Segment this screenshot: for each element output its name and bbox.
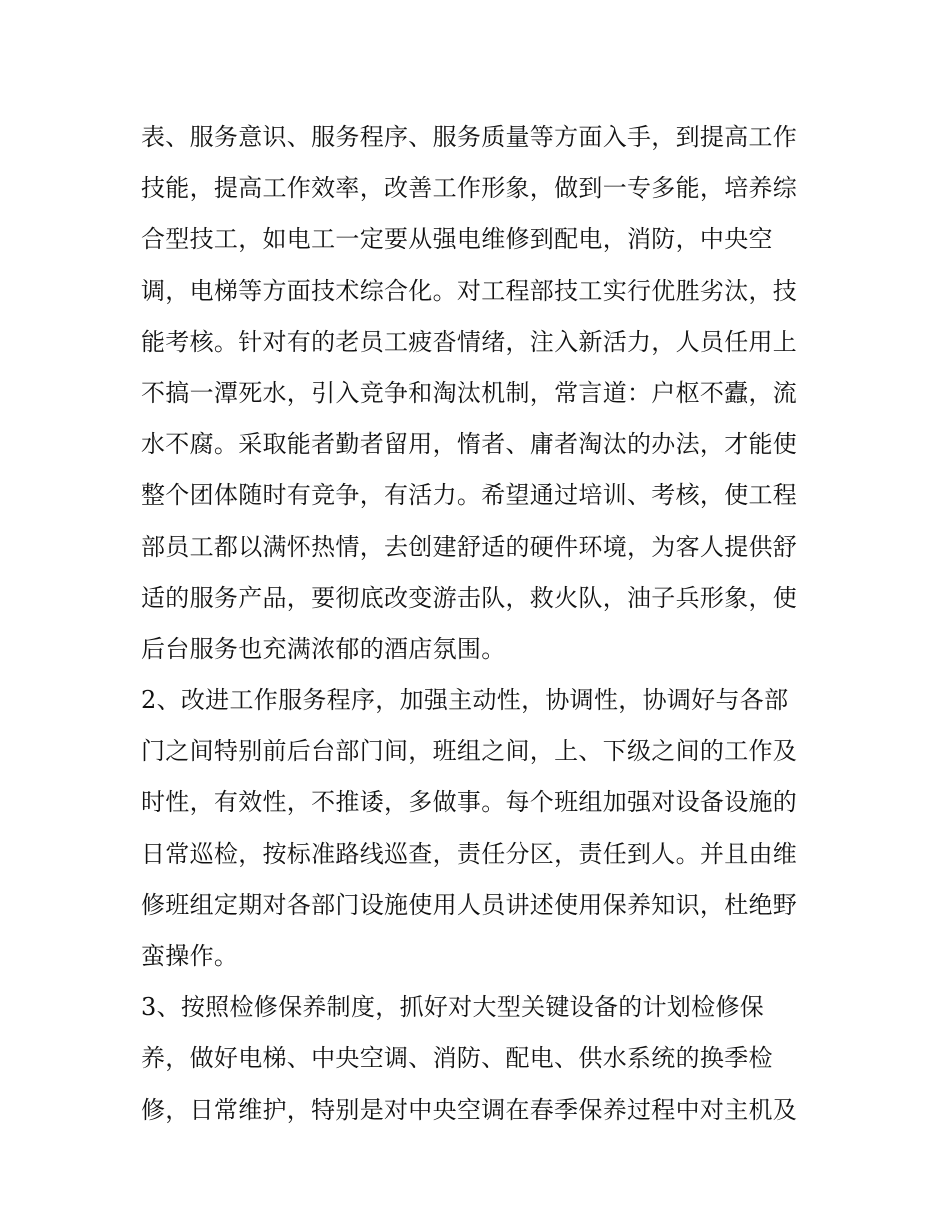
text-line: 水不腐。采取能者勤者留用，惰者、庸者淘汰的办法，才能使 xyxy=(141,430,798,459)
text-line: 修班组定期对各部门设施使用人员讲述使用保养知识，杜绝野 xyxy=(141,890,798,919)
body-text xyxy=(141,112,821,1136)
text-line: 合型技工，如电工一定要从强电维修到配电，消防，中央空 xyxy=(141,225,773,254)
text-line: 修，日常维护，特别是对中央空调在春季保养过程中对主机及 xyxy=(141,1095,798,1124)
text-line: 蛮操作。 xyxy=(141,942,239,970)
text-line: 后台服务也充满浓郁的酒店氛围。 xyxy=(141,634,506,663)
text-line: 部员工都以满怀热情，去创建舒适的硬件环境，为客人提供舒 xyxy=(141,532,798,561)
text-line: 表、服务意识、服务程序、服务质量等方面入手，到提高工作 xyxy=(141,123,798,151)
text-line: 不搞一潭死水，引入竞争和淘汰机制，常言道：户枢不蠹，流 xyxy=(141,378,798,407)
text-line: 能考核。针对有的老员工疲沓情绪，注入新活力，人员任用上 xyxy=(141,327,798,356)
text-line: 日常巡检，按标准路线巡查，责任分区，责任到人。并且由维 xyxy=(141,839,798,868)
text-line: 3、按照检修保养制度，抓好对大型关键设备的计划检修保 xyxy=(141,993,765,1022)
text-line: 整个团体随时有竞争，有活力。希望通过培训、考核，使工程 xyxy=(141,481,798,510)
text-line: 2、改进工作服务程序，加强主动性，协调性，协调好与各部 xyxy=(141,686,789,715)
text-line: 门之间特别前后台部门间，班组之间，上、下级之间的工作及 xyxy=(141,737,798,766)
text-line: 调，电梯等方面技术综合化。对工程部技工实行优胜劣汰，技 xyxy=(141,276,798,305)
text-line: 技能，提高工作效率，改善工作形象，做到一专多能，培养综 xyxy=(141,174,798,203)
text-line: 适的服务产品，要彻底改变游击队，救火队，油子兵形象，使 xyxy=(141,583,798,612)
text-line: 时性，有效性，不推诿，多做事。每个班组加强对设备设施的 xyxy=(141,788,798,817)
text-line: 养，做好电梯、中央空调、消防、配电、供水系统的换季检 xyxy=(141,1044,773,1073)
